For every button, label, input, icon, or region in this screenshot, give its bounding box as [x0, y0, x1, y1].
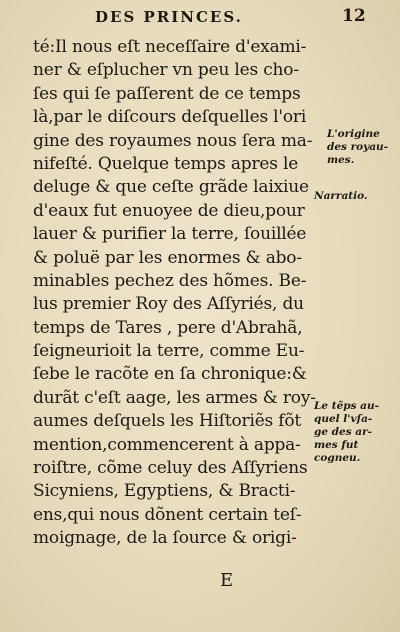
text-line: durãt c'eſt aage, les armes & roy- [33, 387, 316, 408]
text-line: minables pechez des hõmes. Be- [33, 270, 307, 291]
running-head: DES PRINCES. [95, 8, 243, 26]
text-line: temps de Tares , pere d'Abrahã, [33, 317, 303, 338]
text-line: ner & eſplucher vn peu les cho- [33, 60, 299, 81]
text-line: moignage, de la ſource & origi- [33, 528, 297, 549]
text-line: lus premier Roy des Aſſyriés, du [33, 294, 304, 315]
note-line: des royau- [327, 141, 389, 153]
note-line: mes. [327, 154, 355, 166]
margin-note-narratio [314, 190, 368, 203]
note-line: mes fut [314, 439, 359, 451]
note-line: quel l'vſa- [314, 413, 373, 425]
text-line: gine des royaumes nous ſera ma- [33, 130, 313, 151]
text-line: lauer & purifier la terre, ſouillée [33, 224, 307, 245]
text-line: ſebe le racõte en ſa chronique:& [33, 364, 307, 385]
text-line: mention,commencerent à appa- [33, 434, 301, 455]
note-line: ge des ar- [314, 426, 372, 438]
text-line: d'eaux fut enuoyee de dieu,pour [33, 200, 305, 221]
text-line: ens,qui nous dõnent certain teſ- [33, 504, 302, 525]
note-line: L'origine [327, 128, 380, 140]
text-line: ſeigneurioit la terre, comme Eu- [33, 341, 305, 362]
margin-note-temps [314, 400, 379, 465]
page-number: 12 [342, 6, 366, 26]
text-line: nifeſté. Quelque temps apres le [33, 153, 299, 174]
note-line: Le tẽps au- [314, 400, 379, 412]
margin-note-origine [327, 128, 388, 167]
catchword: E [220, 570, 234, 591]
note-line: Narratio. [314, 190, 368, 202]
text-line: là,par le diſcours deſquelles l'ori [33, 107, 307, 128]
text-line: ſes qui ſe paſſerent de ce temps [33, 83, 301, 104]
text-line: Sicyniens, Egyptiens, & Bracti- [33, 481, 296, 502]
text-line: & poluë par les enormes & abo- [33, 247, 302, 268]
note-line: cogneu. [314, 452, 361, 464]
text-line: aumes deſquels les Hiſtoriẽs fõt [33, 411, 302, 432]
text-line: roiſtre, cõme celuy des Aſſyriens [33, 458, 308, 479]
text-line: té:Il nous eſt neceſſaire d'exami- [33, 37, 307, 57]
text-line: deluge & que ceſte grãde laixiue [33, 177, 309, 198]
